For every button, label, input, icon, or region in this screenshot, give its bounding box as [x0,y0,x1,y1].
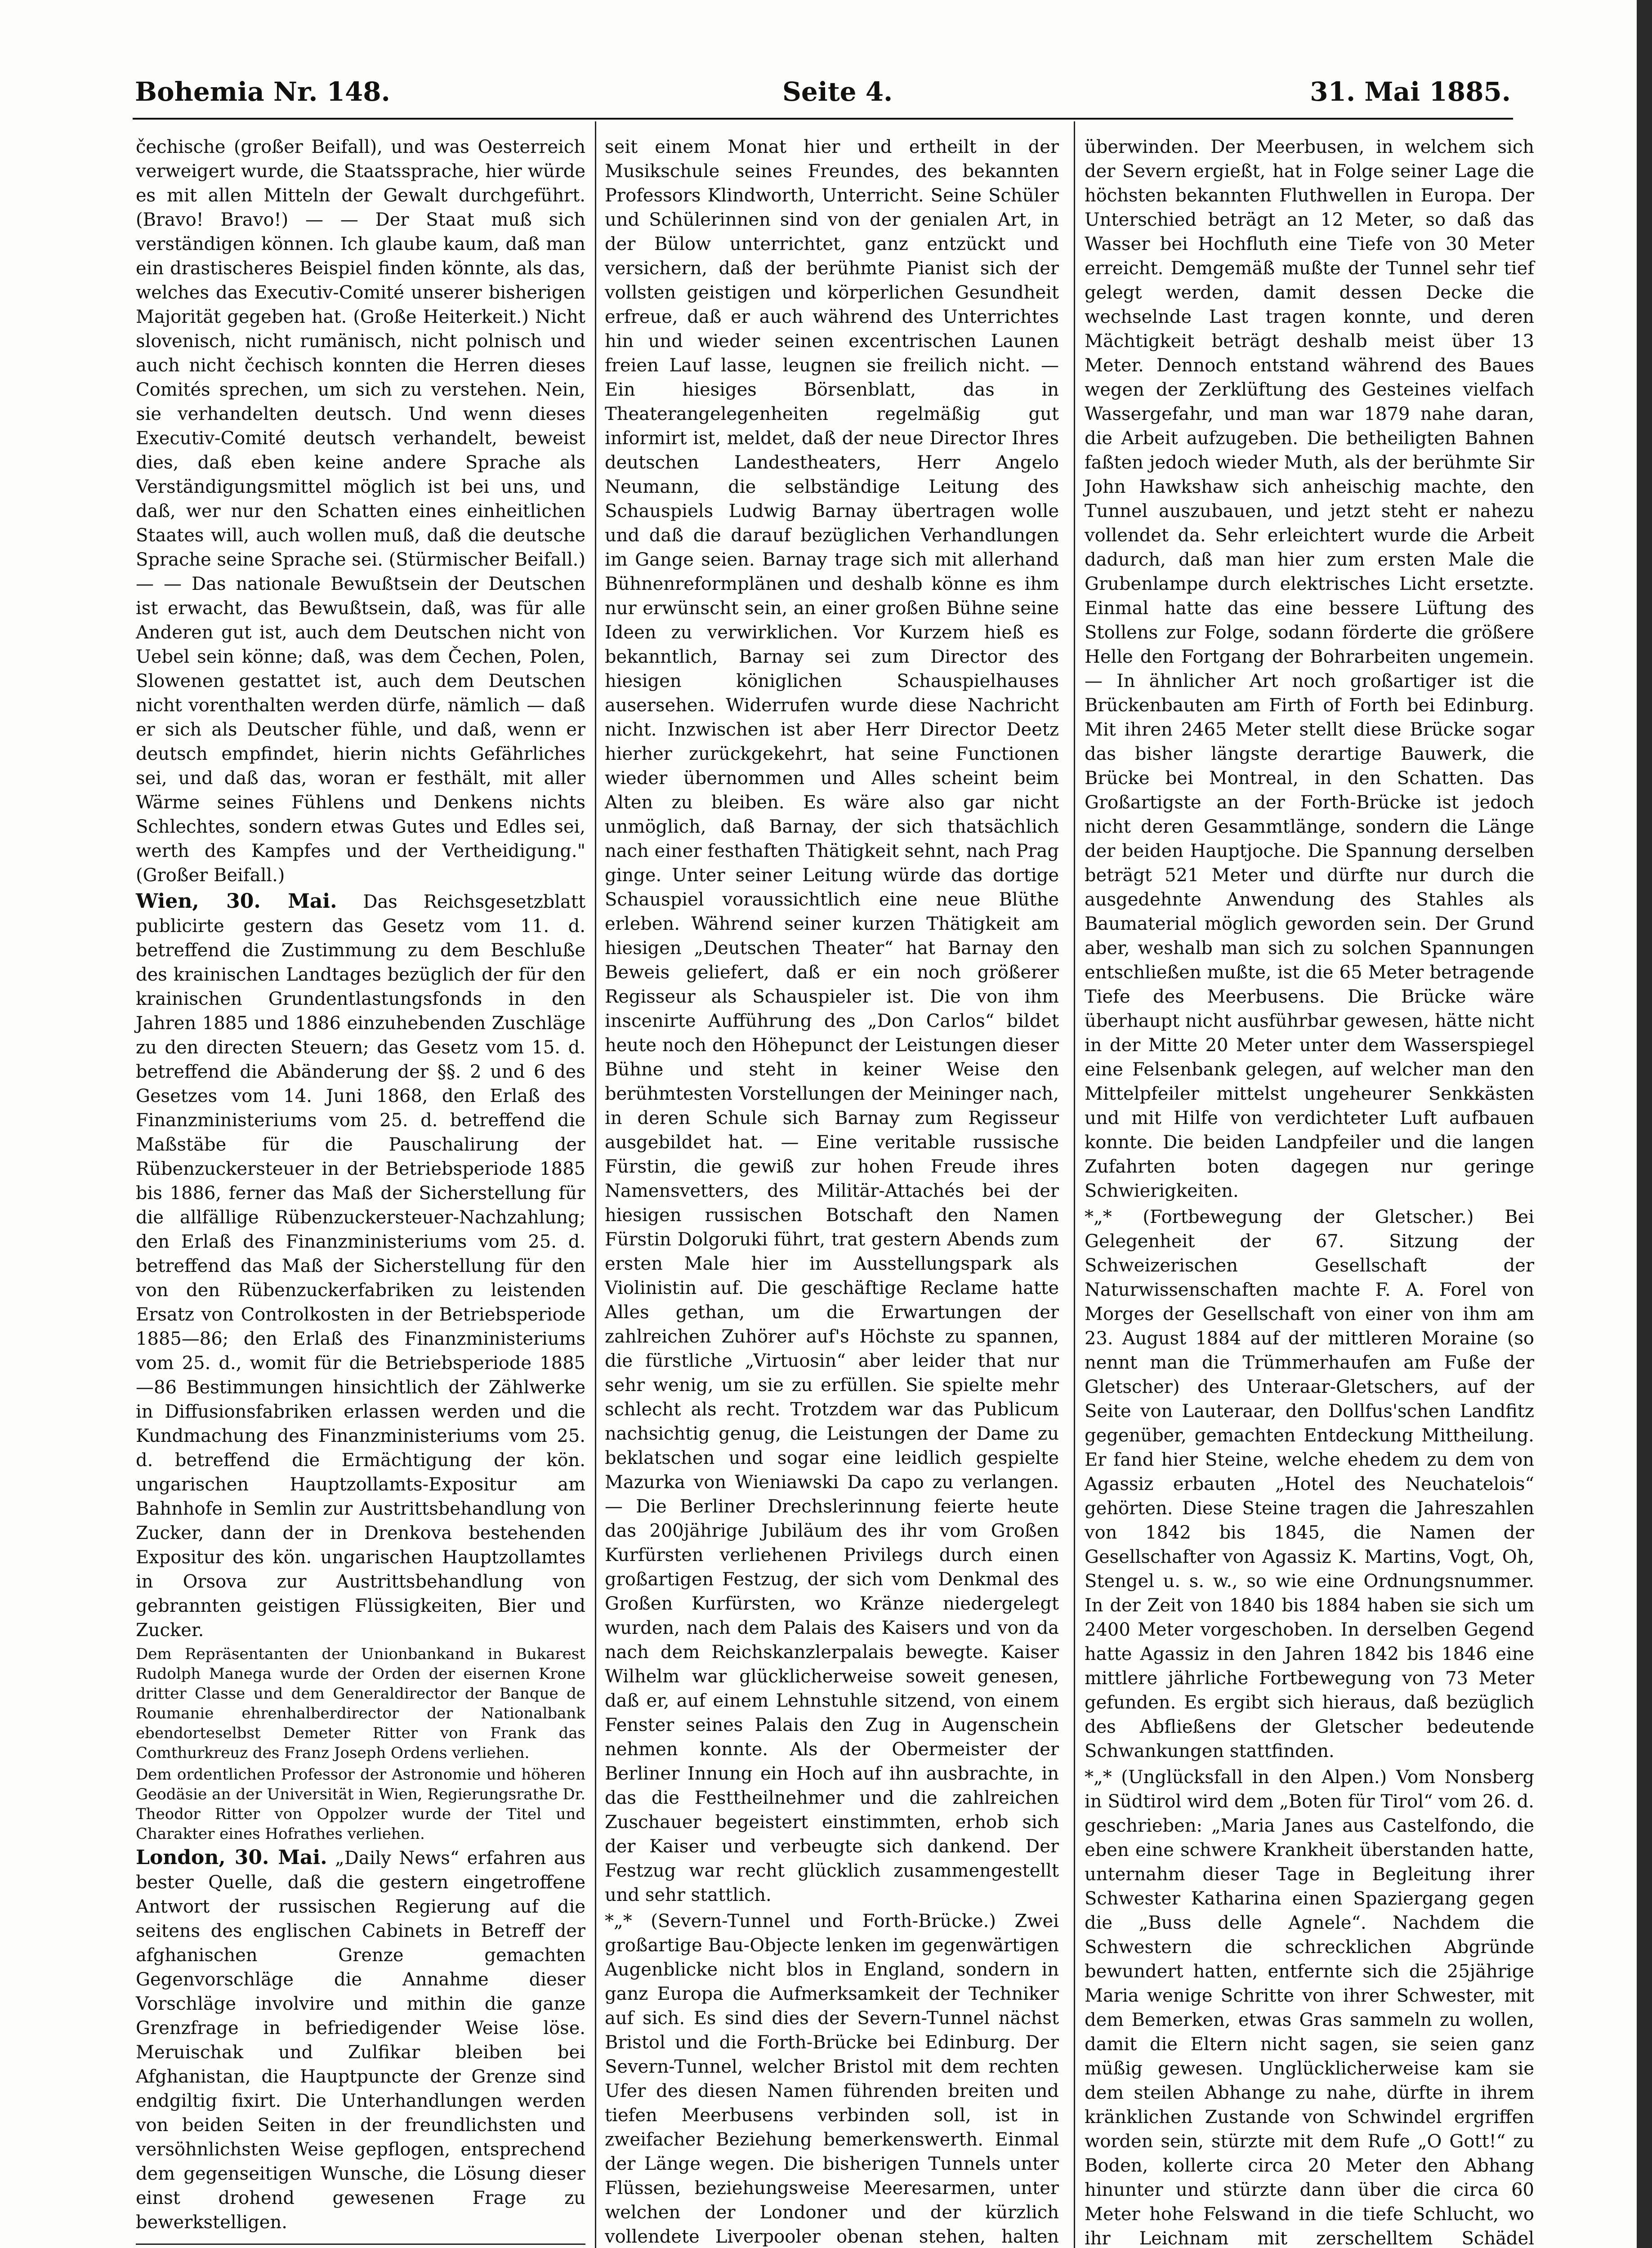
masthead-date: 31. Mai 1885. [1310,76,1511,107]
order-award-paragraph: Dem Repräsentanten der Unionbankand in Bukarest Rudolph Manega wurde der Orden der eisernen Krone dritter Classe und dem Generaldirector der Banque de Roumanie ehrenhalberdirector der Nationalbank ebendorteselbst Demeter Ritter von Frank das Comthurkreuz des Franz Joseph Ordens verliehen. [136,1645,585,1762]
vienna-news-text: Das Reichsgesetzblatt publicirte gestern das Gesetz vom 11. d. betreffend die Zustimmung zu dem Beschluße des krainischen Landtages bezüglich der für den krainischen Grundentlastungsfonds in den Jahren 1885 und 1886 einzuhebenden Zuschläge zu den directen Steuern; das Gesetz vom 15. d. betreffend die Abänderung der §§. 2 und 6 des Gesetzes vom 14. Juni 1868, den Erlaß des Finanzministeriums vom 25. d. betreffend die Maßstäbe für die Pauschalirung der Rübenzuckersteuer in der Betriebsperiode 1885 bis 1886, ferner das Maß der Sicherstellung für die allfällige Rübenzuckersteuer-Nachzahlung; den Erlaß des Finanzministeriums vom 25. d. betreffend das Maß der Sicherstellung für den von den Rübenzuckerfabriken zu leistenden Ersatz von Controlkosten in der Betriebsperiode 1885—86; den Erlaß des Finanzministeriums vom 25. d., womit für die Betriebsperiode 1885—86 Bestimmungen hinsichtlich der Zählwerke in Diffusionsfabriken erlassen werden und die Kundmachung des Finanzministeriums vom 25. d. betreffend die Ermächtigung der kön. ungarischen Hauptzollamts-Expositur am Bahnhofe in Semlin zur Austrittsbehandlung von Zucker, dann der in Drenkova bestehenden Expositur des kön. ungarischen Hauptzollamtes in Orsova zur Austrittsbehandlung von gebrannten geistigen Flüssigkeiten, Bier und Zucker. [136,892,586,1641]
column-1 [136,135,585,2248]
column-divider-1 [595,121,596,2248]
vienna-news-paragraph [136,889,585,1642]
masthead-page-number: Seite 4. [782,76,893,107]
severn-forth-continued: überwinden. Der Meerbusen, in welchem sich der Severn ergießt, hat in Folge seiner Lage die höchsten bekannten Fluthwellen in Europa. Der Unterschied beträgt an 12 Meter, so daß das Wasser bei Hochfluth eine Tiefe von 30 Meter erreicht. Demgemäß mußte der Tunnel sehr tief gelegt werden, damit dessen Decke die wechselnde Last tragen konnte, und deren Mächtigkeit beträgt deshalb meist über 13 Meter. Dennoch entstand während des Baues wegen der Zerklüftung des Gesteines vielfach Wassergefahr, und man war 1879 nahe daran, die Arbeit aufzugeben. Die betheiligten Bahnen faßten jedoch wieder Muth, als der berühmte Sir John Hawkshaw sich anheischig machte, den Tunnel auszubauen, und jetzt steht er nahezu vollendet da. Sehr erleichtert wurde die Arbeit dadurch, daß man hier zum ersten Male die Grubenlampe durch elektrisches Licht ersetzte. Einmal hatte das eine bessere Lüftung des Stollens zur Folge, sodann förderte die größere Helle den Fortgang der Bohrarbeiten ungemein. — In ähnlicher Art noch großartiger ist die Brückenbauten am Firth of Forth bei Edinburg. Mit ihren 2465 Meter stellt diese Brücke sogar das bisher längste derartige Bauwerk, die Brücke bei Montreal, in den Schatten. Das Großartigste an der Forth-Brücke ist jedoch nicht deren Gesammtlänge, sondern die Länge der beiden Hauptjoche. Die Spannung derselben beträgt 521 Meter und dürfte nur durch die ausgedehnte Anwendung des Stahles als Baumaterial möglich geworden sein. Der Grund aber, weshalb man sich zu solchen Spannungen entschließen mußte, ist die 65 Meter betragende Tiefe des Meerbusens. Die Brücke wäre überhaupt nicht ausführbar gewesen, hätte nicht in der Mitte 20 Meter unter dem Wasserspiegel eine Felsenbank gelegen, auf welcher man den Mittelpfeiler mittelst ungeheurer Senkkästen und mit Hilfe von verdichteter Luft aufbauen konnte. Die beiden Landpfeiler und die langen Zufahrten boten dagegen nur geringe Schwierigkeiten. [1085,137,1534,1201]
column-3 [1085,135,1534,2248]
alps-accident-article: *„* (Unglücksfall in den Alpen.) Vom Nonsberg in Südtirol wird dem „Boten für Tirol“ vom 26. d. geschrieben: „Maria Janes aus Castelfondo, die eben eine schwere Krankheit überstanden hatte, unternahm dieser Tage in Begleitung ihrer Schwester Katharina einen Spaziergang gegen die „Buss delle Agnele“. Nachdem die Schwestern die schrecklichen Abgründe bewundert hatten, entfernte sich die 25jährige Maria wenige Schritte von ihrer Schwester, mit dem Bemerken, etwas Gras sammeln zu wollen, damit die Eltern nicht sagen, sie seien ganz müßig gewesen. Unglücklicherweise kam sie dem steilen Abhange zu nahe, dürfte in ihrem kränklichen Zustande von Schwindel ergriffen worden sein, stürzte mit dem Rufe „O Gott!“ zu Boden, kollerte circa 20 Meter den Abhang hinunter und stürzte dann über die circa 60 Meter hohe Felswand in die tiefe Schlucht, wo ihr Leichnam mit zerschelltem Schädel [1085,1767,1534,2248]
masthead-issue: Bohemia Nr. 148. [135,76,390,107]
dateline-london: London, 30. Mai. [136,1846,327,1869]
dateline-wien: Wien, 30. Mai. [136,890,337,913]
masthead [135,67,1511,108]
parliament-speech-paragraph: čechische (großer Beifall), und was Oesterreich verweigert wurde, die Staatssprache, hier würde es mit allen Mitteln der Gewalt durchgeführt. (Bravo! Bravo!) — — Der Staat muß sich verständigen können. Ich glaube kaum, daß man ein drastischeres Beispiel finden könnte, als das, welches das Executiv-Comité unserer bisherigen Majorität gegeben hat. (Große Heiterkeit.) Nicht slovenisch, nicht rumänisch, nicht polnisch und auch nicht čechisch konnten die Herren dieses Comités sprechen, um sich zu verstehen. Nein, sie verhandelten deutsch. Und wenn dieses Executiv-Comité deutsch verhandelt, beweist dies, daß eben keine andere Sprache als Verständigungsmittel möglich ist bei uns, und daß, wer nur den Schatten eines einheitlichen Staates will, auch wollen muß, daß die deutsche Sprache seine Sprache sei. (Stürmischer Beifall.) — — Das nationale Bewußtsein der Deutschen ist erwacht, das Bewußtsein, daß, was für alle Anderen gut ist, auch dem Deutschen nicht von Uebel sein könne; daß, was dem Čechen, Polen, Slowenen gestattet ist, auch dem Deutschen nicht vorenthalten werden dürfe, nämlich — daß er sich als Deutscher fühle, und daß, wenn er deutsch empfindet, hierin nichts Gefährliches sei, und daß das, woran er festhält, mit aller Wärme seines Fühlens und Denkens nichts Schlechtes, sondern etwas Gutes und Edles sei, werth des Kampfes und der Vertheidigung." (Großer Beifall.) [136,137,585,886]
berlin-report-continued: seit einem Monat hier und ertheilt in der Musikschule seines Freundes, des bekannten Professors Klindworth, Unterricht. Seine Schüler und Schülerinnen sind von der genialen Art, in der Bülow unterrichtet, ganz entzückt und versichern, daß der berühmte Pianist sich der vollsten geistigen und körperlichen Gesundheit erfreue, daß er auch während des Unterrichtes hin und wieder seinen excentrischen Launen freien Lauf lasse, leugnen sie freilich nicht. — Ein hiesiges Börsenblatt, das in Theaterangelegenheiten regelmäßig gut informirt ist, meldet, daß der neue Director Ihres deutschen Landestheaters, Herr Angelo Neumann, die selbständige Leitung des Schauspiels Ludwig Barnay übertragen wolle und daß die darauf bezüglichen Verhandlungen im Gange seien. Barnay trage sich mit allerhand Bühnenreformplänen und deshalb könne es ihm nur erwünscht sein, an einer großen Bühne seine Ideen zu verwirklichen. Vor Kurzem hieß es bekanntlich, Barnay sei zum Director des hiesigen königlichen Schauspielhauses ausersehen. Widerrufen wurde diese Nachricht nicht. Inzwischen ist aber Herr Director Deetz hierher zurückgekehrt, hat seine Functionen wieder übernommen und Alles scheint beim Alten zu bleiben. Es wäre also gar nicht unmöglich, daß Barnay, der sich thatsächlich nach einer festhaften Thätigkeit sehnt, nach Prag ginge. Unter seiner Leitung würde das dortige Schauspiel voraussichtlich eine neue Blüthe erleben. Während seiner kurzen Thätigkeit am hiesigen „Deutschen Theater“ hat Barnay den Beweis geliefert, daß er ein noch größerer Regisseur als Schauspieler ist. Die von ihm inscenirte Aufführung des „Don Carlos“ bildet heute noch den Höhepunct der Leistungen dieser Bühne und steht in keiner Weise den berühmtesten Vorstellungen der Meininger nach, in deren Schule sich Barnay zum Regisseur ausgebildet hat. — Eine veritable russische Fürstin, die gewiß zur hohen Freude ihres Namensvetters, des Militär-Attachés bei der hiesigen russischen Botschaft den Namen Fürstin Dolgoruki führt, trat gestern Abends zum ersten Male hier im Ausstellungspark als Violinistin auf. Die geschäftige Reclame hatte Alles gethan, um die Erwartungen der zahlreichen Zuhörer auf's Höchste zu spannen, die fürstliche „Virtuosin“ aber leider that nur sehr wenig, um sie zu erfüllen. Sie spielte mehr schlecht als recht. Trotzdem war das Publicum nachsichtig genug, die Leistungen der Dame zu beklatschen und sogar eine leidlich gespielte Mazurka von Wieniawski Da capo zu verlangen. — Die Berliner Drechslerinnung feierte heute das 200jährige Jubiläum des ihr vom Großen Kurfürsten verliehenen Privilegs durch einen großartigen Festzug, der sich vom Denkmal des Großen Kurfürsten, wo Kränze niedergelegt wurden, nach dem Palais des Kaisers und von da nach dem Reichskanzlerpalais bewegte. Kaiser Wilhelm war glücklicherweise soweit genesen, daß er, auf einem Lehnstuhle sitzend, von einem Fenster seines Palais den Zug in Augenschein nehmen konnte. Als der Obermeister der Berliner Innung ein Hoch auf ihn ausbrachte, in das die Festtheilnehmer und die zahlreichen Zuschauer begeistert einstimmten, erhob sich der Kaiser und verbeugte sich dankend. Der Festzug war recht glücklich zusammengestellt und sehr stattlich. [605,137,1059,1905]
column-2 [605,135,1059,2248]
professor-title-paragraph: Dem ordentlichen Professor der Astronomie und höheren Geodäsie an der Universität in Wien, Regierungsrathe Dr. Theodor Ritter von Oppolzer wurde der Titel und Charakter eines Hofrathes verliehen. [136,1766,585,1843]
section-rule [136,2244,585,2245]
london-news-text: „Daily News“ erfahren aus bester Quelle, daß die gestern eingetroffene Antwort der russischen Regierung auf die seitens des englischen Cabinets in Betreff der afghanischen Grenze gemachten Gegenvorschläge die Annahme dieser Vorschläge involvire und mithin die ganze Grenzfrage in befriedigender Weise löse. Meruischak und Zulfikar bleiben bei Afghanistan, die Hauptpuncte der Grenze sind endgiltig fixirt. Die Unterhandlungen werden von beiden Seiten in der freundlichsten und versöhnlichsten Weise gepflogen, entsprechend dem gegenseitigen Wunsche, die Lösung dieser einst drohend gewesenen Frage zu bewerkstelligen. [136,1848,585,2233]
page-edge-shadow [1637,0,1652,2248]
masthead-rule [133,118,1513,120]
severn-forth-article: *„* (Severn-Tunnel und Forth-Brücke.) Zwei großartige Bau-Objecte lenken im gegenwärtigen Augenblicke nicht blos in England, sondern in ganz Europa die Aufmerksamkeit der Techniker auf sich. Es sind dies der Severn-Tunnel nächst Bristol und die Forth-Brücke bei Edinburg. Der Severn-Tunnel, welcher Bristol mit dem rechten Ufer des diesen Namen führenden breiten und tiefen Meerbusens verbinden soll, ist in zweifacher Beziehung bemerkenswerth. Einmal der Länge wegen. Die bisherigen Tunnels unter Flüssen, beziehungsweise Meeresarmen, unter welchen der Londoner und der kürzlich vollendete Liverpooler obenan stehen, halten [605,1911,1059,2247]
glacier-article: *„* (Fortbewegung der Gletscher.) Bei Gelegenheit der 67. Sitzung der Schweizerischen Gesellschaft der Naturwissenschaften machte F. A. Forel von Morges der Gesellschaft von einer von ihm am 23. August 1884 auf der mittleren Moraine (so nennt man die Trümmerhaufen am Fuße der Gletscher) des Unteraar-Gletschers, auf der Seite von Lauteraar, den Dollfus'schen Landfitz gegenüber, gemachten Entdeckung Mittheilung. Er fand hier Steine, welche ehedem zu dem von Agassiz erbauten „Hotel des Neuchatelois“ gehörten. Diese Steine tragen die Jahreszahlen von 1842 bis 1845, die Namen der Gesellschafter von Agassiz K. Martins, Vogt, Oh, Stengel u. s. w., so wie eine Ordnungsnummer. In der Zeit von 1840 bis 1884 haben sie sich um 2400 Meter vorgeschoben. In derselben Gegend hatte Agassiz in den Jahren 1842 bis 1846 eine mittlere jährliche Fortbewegung von 73 Meter gefunden. Es ergibt sich hieraus, daß bezüglich des Abfließens der Gletscher bedeutende Schwankungen stattfinden. [1085,1207,1534,1762]
column-divider-2 [1074,121,1075,2248]
london-news-paragraph [136,1846,585,2235]
